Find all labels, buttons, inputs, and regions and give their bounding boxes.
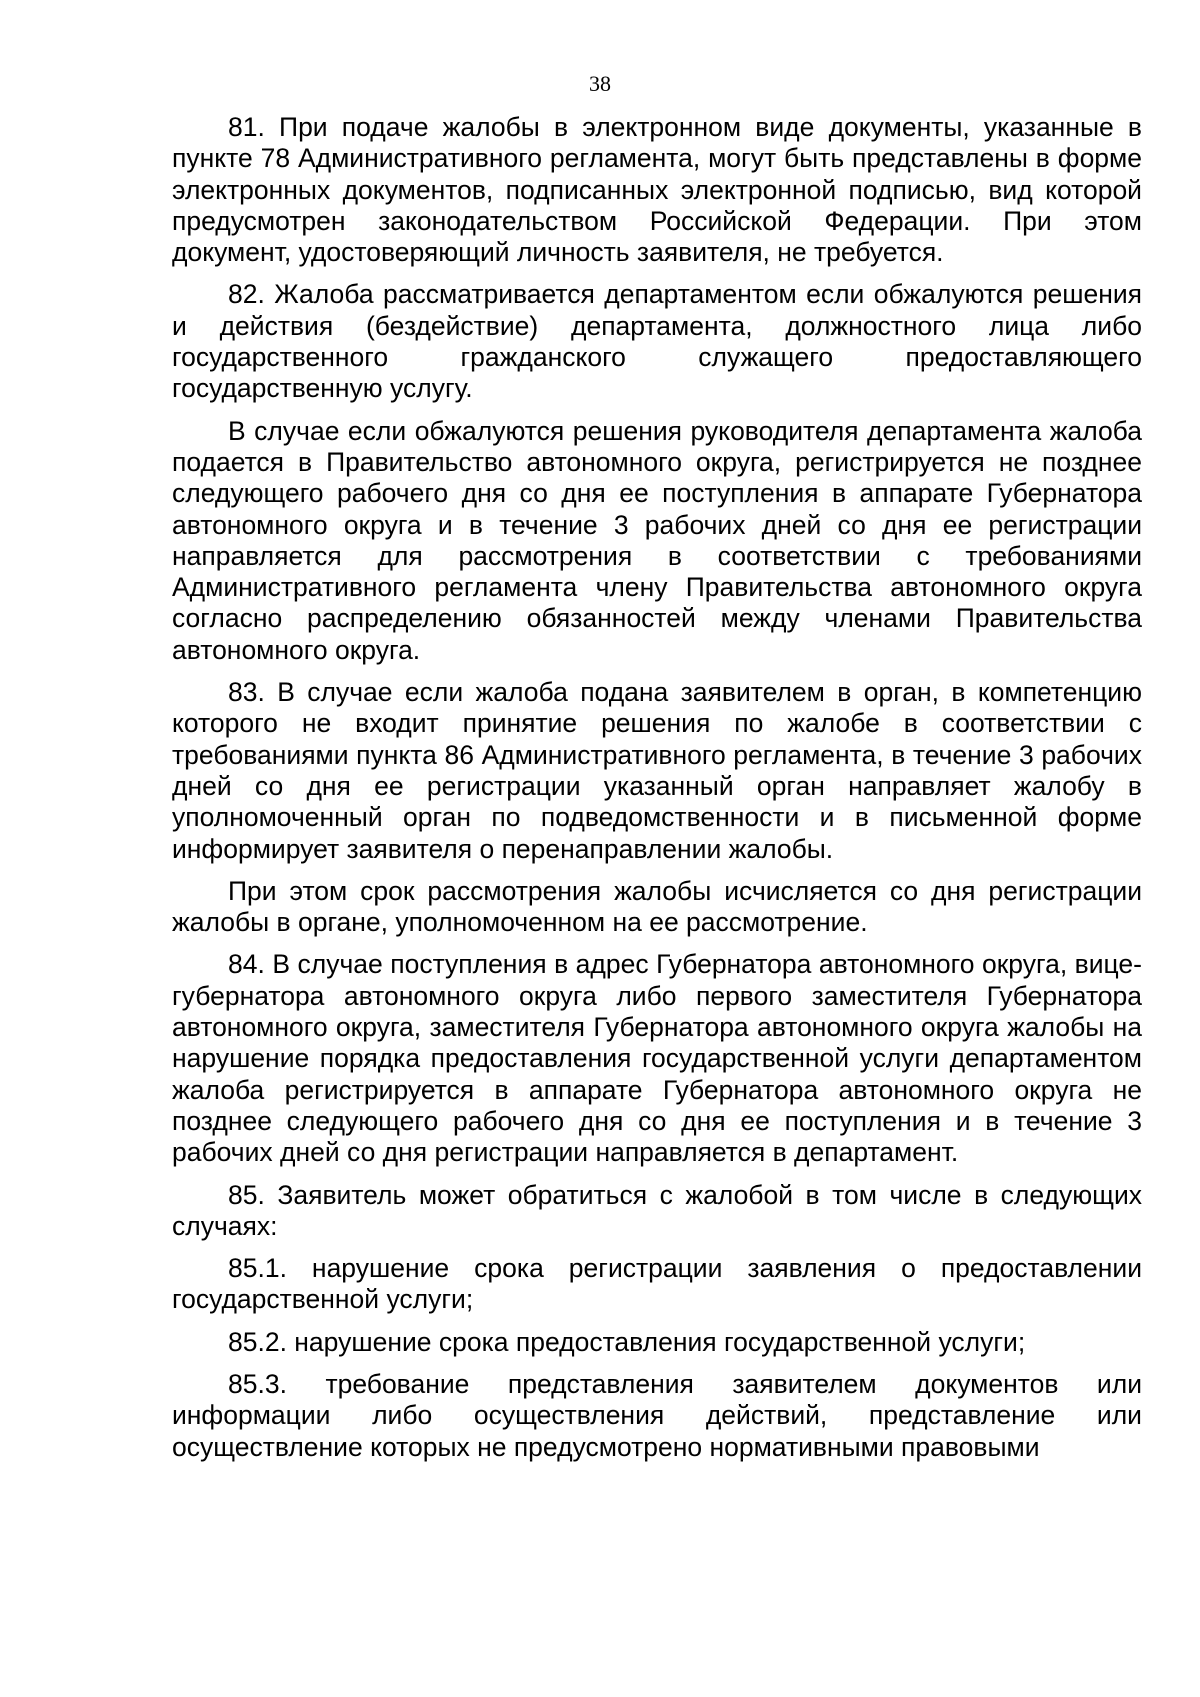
paragraph-85-2: 85.2. нарушение срока предоставления государственной услуги; — [228, 1326, 1026, 1357]
paragraph-83: 83. В случае если жалоба подана заявителем в орган, в компетенцию которого не входит принятие решения по жалобе в соответствии с требованиями пункта 86 Административного регламента, в течение 3 рабочих дней со дня ее регистрации указанный орган направляет жалобу в уполномоченный орган по подведомственности и в письменной форме информирует заявителя о перенаправлении жалобы. — [172, 677, 1142, 864]
document-body — [172, 112, 1142, 1463]
paragraph-84: 84. В случае поступления в адрес Губернатора автономного округа, вице-губернатора автономного округа либо первого заместителя Губернатора автономного округа, заместителя Губернатора автономного округа жалобы на нарушение порядка предоставления государственной услуги департаментом жалоба регистрируется в аппарате Губернатора автономного округа не позднее следующего рабочего дня со дня ее поступления и в течение 3 рабочих дней со дня регистрации направляется в департамент. — [172, 949, 1142, 1168]
paragraph-85-1: 85.1. нарушение срока регистрации заявления о предоставлении государственной услуги; — [172, 1253, 1142, 1315]
paragraph-85-3: 85.3. требование представления заявителем документов или информации либо осуществления действий, представление или осуществление которых не предусмотрено нормативными правовыми — [172, 1368, 1142, 1462]
paragraph-83-cont: При этом срок рассмотрения жалобы исчисляется со дня регистрации жалобы в органе, уполномоченном на ее рассмотрение. — [172, 875, 1142, 938]
paragraph-82-cont: В случае если обжалуются решения руководителя департамента жалоба подается в Правительство автономного округа, регистрируется не позднее следующего рабочего дня со дня ее поступления в аппарате Губернатора автономного округа и в течение 3 рабочих дней со дня ее регистрации направляется для рассмотрения в соответствии с требованиями Административного регламента члену Правительства автономного округа согласно распределению обязанностей между членами Правительства автономного округа. — [172, 415, 1142, 665]
paragraph-82: 82. Жалоба рассматривается департаментом если обжалуются решения и действия (бездействие) департамента, должностного лица либо государственного гражданского служащего предоставляющего государственную услугу. — [172, 279, 1142, 404]
paragraph-85: 85. Заявитель может обратиться с жалобой в том числе в следующих случаях: — [172, 1179, 1142, 1241]
paragraph-81: 81. При подаче жалобы в электронном виде документы, указанные в пункте 78 Административного регламента, могут быть представлены в форме электронных документов, подписанных электронной подписью, вид которой предусмотрен законодательством Российской Федерации. При этом документ, удостоверяющий личность заявителя, не требуется. — [172, 112, 1142, 268]
page-number: 38 — [589, 71, 611, 96]
